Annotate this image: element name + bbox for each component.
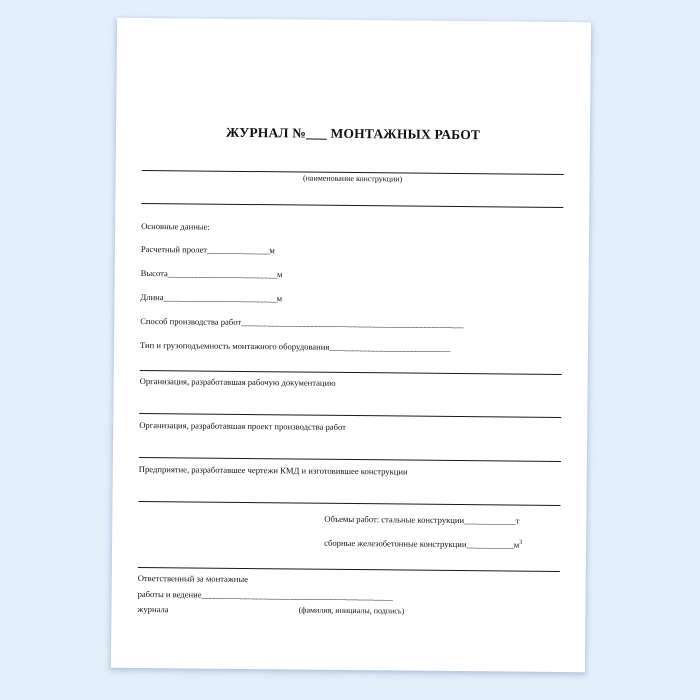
org-rule-1 — [140, 370, 562, 375]
construction-name-rule-2 — [141, 203, 563, 208]
field-height — [141, 268, 283, 279]
responsible-line-2-label: работы и ведение — [137, 588, 202, 600]
org-label-kmd-manufacturer: Предприятие, разработавшее чертежи КМД и изготовившее конструкции — [138, 463, 408, 477]
field-equipment-label: Тип и грузоподъемность монтажного оборудования — [139, 339, 330, 352]
volume-precast-concrete-unit-sup: 3 — [519, 539, 523, 546]
volume-steel-unit: т — [515, 515, 520, 526]
org-rule-3 — [139, 457, 561, 462]
field-span — [141, 244, 275, 255]
page-title: ЖУРНАЛ №___ МОНТАЖНЫХ РАБОТ — [225, 124, 481, 143]
field-equipment-dots: _______________________________ — [329, 341, 451, 353]
volume-precast-concrete-label: сборные железобетонные конструкции — [324, 537, 467, 550]
field-height-unit: м — [276, 269, 283, 280]
signature-caption: (фамилия, инициалы, подпись) — [298, 605, 405, 616]
org-label-working-docs: Организация, разработавшая рабочую документацию — [139, 375, 336, 388]
volume-steel — [324, 514, 519, 526]
construction-name-caption: (наименование конструкции) — [302, 173, 403, 184]
field-height-label: Высота — [140, 267, 168, 279]
field-length — [140, 292, 282, 303]
field-span-dots: ________________ — [207, 244, 270, 256]
responsible-line-3: журнала — [137, 603, 169, 615]
field-length-unit: м — [276, 293, 283, 304]
field-span-label: Расчетный пролет — [140, 243, 208, 255]
field-work-method-dots: _________________________________________________________ — [241, 316, 464, 330]
field-length-label: Длина — [140, 291, 164, 303]
volume-precast-concrete-dots: ___________ — [466, 539, 514, 550]
org-rule-2 — [139, 413, 561, 418]
responsible-line-2-dots: _________________________________________________ — [201, 589, 393, 602]
field-height-dots: ____________________________ — [167, 268, 278, 280]
field-work-method-label: Способ производства работ — [140, 315, 242, 327]
responsible-rule — [138, 567, 560, 572]
org-label-work-project: Организация, разработавшая проект производства работ — [139, 419, 346, 432]
org-rule-4 — [138, 501, 560, 506]
field-length-dots: _____________________________ — [163, 292, 277, 304]
volume-precast-concrete-unit: м — [513, 539, 520, 550]
field-span-unit: м — [269, 245, 275, 256]
volume-precast-concrete — [324, 538, 522, 550]
volume-steel-dots: ____________ — [464, 515, 516, 526]
document-page — [111, 18, 591, 673]
responsible-line-1: Ответственный за монтажные — [137, 572, 249, 585]
volume-steel-label: Объемы работ: стальные конструкции — [324, 513, 465, 526]
section-label-main-data: Основные данные: — [141, 220, 210, 232]
responsible-line-2 — [138, 589, 393, 601]
document-body — [111, 18, 591, 673]
field-equipment — [140, 340, 450, 353]
field-work-method — [140, 316, 463, 329]
